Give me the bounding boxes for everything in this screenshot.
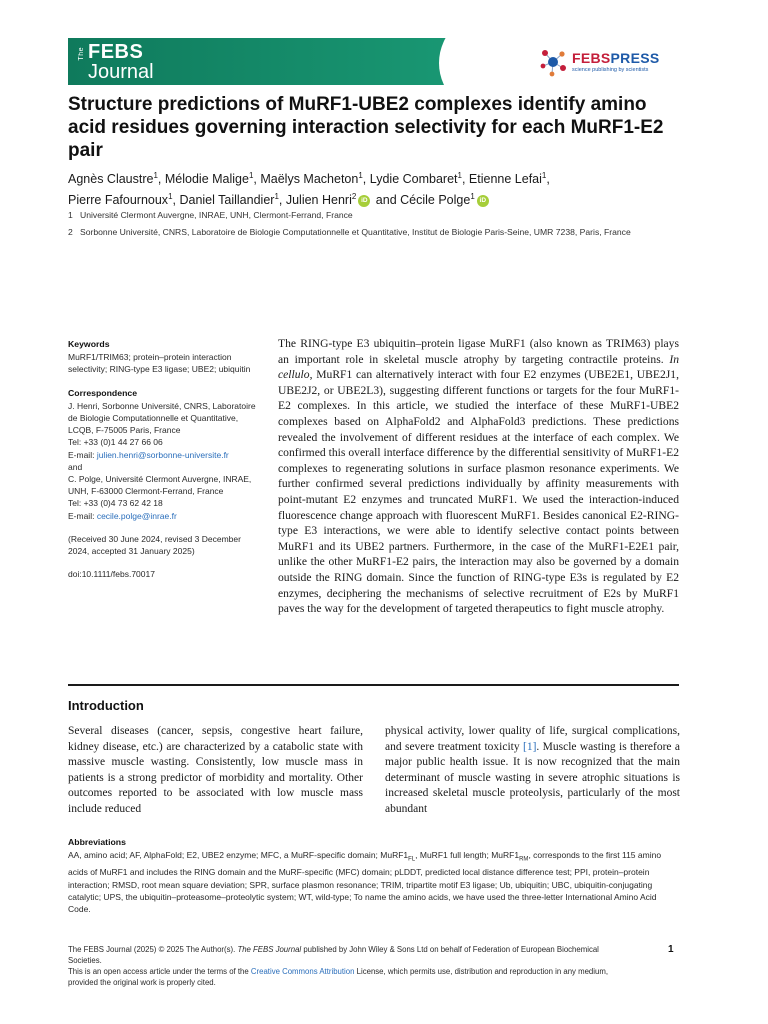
- abbreviations-part: AA, amino acid; AF, AlphaFold; E2, UBE2 enzyme; MFC, a MuRF-specific domain; MuRF1: [68, 850, 409, 861]
- febs-press-tagline: science publishing by scientists: [572, 67, 649, 73]
- reference-link[interactable]: [1]: [522, 740, 537, 753]
- footer-text: License, which permits use, distribution and reproduction in any medium, provided the original work is properly cited.: [68, 967, 608, 987]
- correspondence-and: and: [68, 461, 83, 472]
- email-label: E-mail:: [68, 449, 97, 460]
- affiliation-text: Université Clermont Auvergne, INRAE, UNH, Clermont-Ferrand, France: [80, 210, 353, 220]
- author-separator: ,: [253, 172, 261, 187]
- author-separator: ,: [172, 193, 180, 208]
- footer-text: published by John Wiley & Sons Ltd on behalf of Federation of European Biochemical Societies.: [68, 945, 599, 965]
- email-link[interactable]: cecile.polge@inrae.fr: [96, 510, 177, 521]
- article-title: Structure predictions of MuRF1-UBE2 complexes identify amino acid residues governing interaction selectivity for each MuRF1-E2 pair: [68, 94, 664, 161]
- author-affiliation: 1: [358, 171, 363, 180]
- correspondence-tel: Tel: +33 (0)1 44 27 66 06: [68, 437, 163, 448]
- correspondence-address: C. Polge, Université Clermont Auvergne, INRAE, UNH, F-63000 Clermont-Ferrand, France: [68, 474, 252, 497]
- keywords-heading: Keywords: [68, 339, 110, 349]
- author-list: [68, 167, 688, 209]
- abbreviations-heading: Abbreviations: [68, 837, 126, 847]
- journal-logo-febs: FEBS: [88, 41, 144, 63]
- author-separator: ,: [157, 172, 165, 187]
- journal-logo-the: The: [78, 47, 85, 61]
- page-footer: [68, 944, 628, 988]
- author-affiliation: 1: [153, 171, 158, 180]
- author-name[interactable]: Daniel Taillandier: [179, 193, 275, 208]
- footer-text: The FEBS Journal (2025) © 2025 The Author(s).: [68, 945, 238, 954]
- author-name[interactable]: Agnès Claustre: [68, 172, 154, 187]
- affiliation-item: [68, 226, 688, 239]
- affiliation-number: 2: [68, 226, 73, 237]
- author-name[interactable]: Pierre Fafournoux: [68, 193, 169, 208]
- author-name[interactable]: Cécile Polge: [400, 193, 471, 208]
- introduction-right-column: [385, 724, 680, 818]
- page-number: 1: [668, 944, 674, 955]
- correspondence-block: [68, 387, 263, 522]
- author-separator: ,: [461, 172, 469, 187]
- correspondence-email-line: [68, 510, 263, 522]
- keywords-block: [68, 338, 263, 376]
- author-affiliation: 1: [274, 192, 279, 202]
- abstract-text: , MuRF1 can alternatively interact with four E2 enzymes (UBE2E1, UBE2J1, UBE2J2, or UBE2L3), suggesting different functions or targets for the four MuRF1-E2 complexes. In this article, we studied the interface of these MuRF1-UBE2 complexes based on AlphaFold2 and AlphaFold3 predictions. These predictions revealed the involvement of different residues at the interface of each complex. We confirmed this overall interface difference by the differential sensitivity of MuRF1-E2 complexes to regenerating solutions in surface plasmon resonance experiments. We further confirmed several predictions individually by affinity measurements with point-mutant E2 enzymes and truncated MuRF1. We used the interaction-induced fluorescence change approach with fluorescent MuRF1. Besides canonical E2-RING-type E3 interactions, we were able to identify selective contact points between MuRF1 and its UBE2 partners. Furthermore, in the case of the MuRF1-E2E1 pair, unlike the other MuRF1-E2 pairs, the interaction may also be governed by a domain outside the RING domain. Since the function of RING-type E3s is regulated by E2 enzymes, deciphering the mechanisms of selective recruitment of E2s by MuRF1 paves the way for the development of targeted therapeutics to fight muscle atrophy.: [278, 368, 679, 616]
- license-line: [68, 966, 628, 988]
- author-affiliation: 1: [457, 171, 462, 180]
- affiliation-text: Sorbonne Université, CNRS, Laboratoire de Biologie Computationnelle et Quantitative, Institut de Biologie Paris-Seine, UMR 7238, Paris, France: [80, 226, 631, 237]
- received-dates: [68, 533, 263, 557]
- correspondence-heading: Correspondence: [68, 387, 138, 398]
- correspondence-email-line: [68, 449, 263, 461]
- correspondence-address: J. Henri, Sorbonne Université, CNRS, Laboratoire de Biologie Computationnelle et Quantitative, LCQB, F-75005 Paris, France: [68, 400, 256, 436]
- abbreviations-block: [68, 836, 679, 915]
- footer-journal-name: The FEBS Journal: [237, 945, 302, 954]
- introduction-text: physical activity, lower quality of life, surgical complications, and severe treatment toxicity: [385, 725, 680, 753]
- abstract: [278, 336, 679, 617]
- author-separator: ,: [546, 172, 550, 187]
- affiliation-number: 1: [68, 210, 73, 220]
- febs-press-logo[interactable]: [538, 46, 678, 80]
- author-name[interactable]: Etienne Lefai: [468, 172, 542, 187]
- correspondence-tel: Tel: +33 (0)4 73 62 42 18: [68, 498, 163, 509]
- license-link[interactable]: Creative Commons Attribution: [250, 967, 355, 976]
- abbreviations-text: [68, 849, 679, 915]
- introduction-left-column: Several diseases (cancer, sepsis, congestive heart failure, kidney disease, etc.) are characterized by a catabolic state with massive muscle wasting. Consistently, low muscle mass in patients is a strong predictor of morbidity and mortality. Other outcomes reported to be associated with low muscle mass include reduced: [68, 725, 363, 815]
- author-affiliation: 2: [351, 192, 357, 202]
- febs-press-molecule-icon: [538, 46, 568, 78]
- author-separator: ,: [362, 172, 370, 187]
- introduction-text: . Muscle wasting is therefore a major public health issue. It is now recognized that the main determinant of muscle wasting in severe atrophic situations is increased skeletal muscle proteolysis, particularly of the most abundant: [385, 740, 680, 815]
- abbreviations-part: , MuRF1 full length; MuRF1: [415, 850, 520, 861]
- author-affiliation: 1: [248, 171, 254, 180]
- section-divider: [68, 684, 679, 686]
- author-name[interactable]: Julien Henri: [285, 193, 352, 208]
- abstract-italic: In cellulo: [278, 352, 679, 382]
- author-separator: ,: [278, 193, 286, 208]
- author-separator: and: [372, 193, 401, 208]
- received-text: (Received 30 June 2024, revised 3 December 2024, accepted 31 January 2025): [68, 533, 241, 557]
- keywords-text: MuRF1/TRIM63; protein–protein interaction selectivity; RING-type E3 ligase; UBE2; ubiquitin: [68, 352, 251, 375]
- email-label: E-mail:: [68, 510, 97, 521]
- copyright-line: [68, 944, 628, 966]
- abbreviations-part: , corresponds to the first 115 amino acids of MuRF1 and includes the RING domain and the MuRF-specific (MFC) domain; pLDDT, predicted local distance difference test; PPI, protein–protein interaction; RMSD, root mean square deviation; SPR, surface plasmon resonance; TRIM, tripartite motif E3 ligase; Ub, ubiquitin; UBC, ubiquitin-conjugating catalytic; UPS, the ubiquitin–proteasome–proteolytic system; WT, wild-type; To name the amino acids, we have used the three-letter International Amino Acid Code.: [68, 850, 662, 915]
- author-name[interactable]: Mélodie Malige: [164, 172, 249, 187]
- journal-logo-name: Journal: [88, 61, 154, 83]
- affiliations: [68, 209, 688, 242]
- doi-block: [68, 568, 263, 580]
- affiliation-item: [68, 209, 688, 222]
- email-link[interactable]: julien.henri@sorbonne-universite.fr: [96, 449, 229, 460]
- author-affiliation: 1: [541, 171, 547, 180]
- author-affiliation: 1: [168, 192, 173, 202]
- abbreviations-subscript: FL: [408, 856, 416, 863]
- febs-press-name: [572, 50, 660, 66]
- author-name[interactable]: Maëlys Macheton: [260, 172, 359, 187]
- article-metadata-column: [68, 338, 263, 591]
- press-name-febs: FEBS: [572, 50, 611, 66]
- orcid-icon[interactable]: iD: [477, 195, 489, 207]
- orcid-icon[interactable]: iD: [358, 195, 370, 207]
- footer-text: This is an open access article under the terms of the: [68, 967, 251, 976]
- doi-text[interactable]: doi:10.1111/febs.70017: [68, 569, 155, 580]
- author-name[interactable]: Lydie Combaret: [369, 172, 458, 187]
- author-affiliation: 1: [470, 192, 475, 202]
- press-name-press: PRESS: [610, 50, 660, 66]
- abstract-text: The RING-type E3 ubiquitin–protein ligase MuRF1 (also known as TRIM63) plays an important role in skeletal muscle atrophy by targeting contractile proteins.: [278, 337, 679, 366]
- introduction-heading: Introduction: [68, 698, 144, 713]
- abbreviations-subscript: RM: [519, 856, 529, 863]
